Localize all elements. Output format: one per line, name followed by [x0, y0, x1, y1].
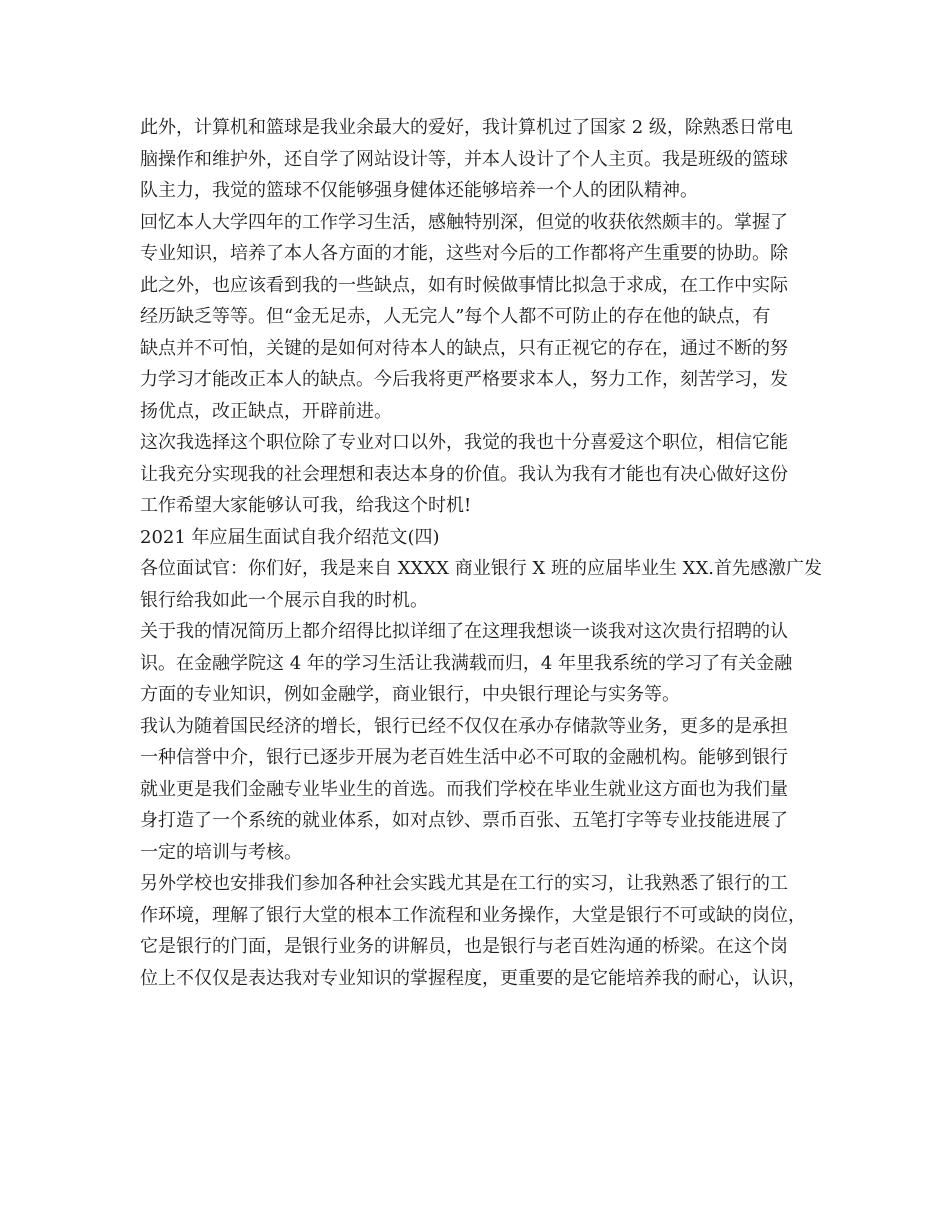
text-line: 银行给我如此一个展示自我的时机。: [140, 589, 428, 611]
text-line: 此之外，也应该看到我的一些缺点，如有时候做事情比拟急于求成，在工作中实际: [140, 274, 788, 296]
text-line: 它是银行的门面，是银行业务的讲解员，也是银行与老百姓沟通的桥梁。在这个岗: [140, 936, 788, 957]
text-line: 就业更是我们金融专业毕业生的首选。而我们学校在毕业生就业这方面也为我们量: [140, 778, 788, 800]
text-line: 脑操作和维护外，还自学了网站设计等，并本人设计了个人主页。我是班级的篮球: [140, 148, 788, 170]
text-line: 各位面试官：你们好，我是来自 XXXX 商业银行 X 班的应届毕业生 XX.首先感激广发: [140, 558, 823, 579]
text-line: 位上不仅仅是表达我对专业知识的掌握程度，更重要的是它能培养我的耐心，认识，: [140, 967, 806, 989]
text-line: 另外学校也安排我们参加各种社会实践尤其是在工行的实习，让我熟悉了银行的工: [140, 873, 788, 894]
text-line: 一种信誉中介，银行已逐步开展为老百姓生活中必不可取的金融机构。能够到银行: [140, 747, 788, 768]
text-line: 工作希望大家能够认可我，给我这个时机!: [140, 495, 472, 516]
text-line: 此外，计算机和篮球是我业余最大的爱好，我计算机过了国家 2 级，除熟悉日常电: [140, 117, 793, 138]
text-line: 经历缺乏等等。但“金无足赤，人无完人”每个人都不可防止的存在他的缺点，有: [140, 306, 771, 327]
text-line: 这次我选择这个职位除了专业对口以外，我觉的我也十分喜爱这个职位，相信它能: [140, 432, 788, 453]
text-line: 我认为随着国民经济的增长，银行已经不仅仅在承办存储款等业务，更多的是承担: [140, 715, 788, 737]
text-line: 一定的培训与考核。: [140, 841, 302, 863]
text-line: 作环境，理解了银行大堂的根本工作流程和业务操作，大堂是银行不可或缺的岗位，: [140, 904, 806, 926]
document-body: [140, 112, 830, 994]
text-line: 专业知识，培养了本人各方面的才能，这些对今后的工作都将产生重要的协助。除: [140, 243, 788, 264]
text-line: 缺点并不可怕，关键的是如何对待本人的缺点，只有正视它的存在，通过不断的努: [140, 337, 788, 359]
text-line: 关于我的情况简历上都介绍得比拟详细了在这理我想谈一谈我对这次贵行招聘的认: [140, 621, 788, 642]
text-line: 回忆本人大学四年的工作学习生活，感触特别深，但觉的收获依然颇丰的。掌握了: [140, 211, 788, 233]
text-line: 队主力，我觉的篮球不仅能够强身健体还能够培养一个人的团队精神。: [140, 180, 698, 201]
text-line: 让我充分实现我的社会理想和表达本身的价值。我认为我有才能也有决心做好这份: [140, 463, 788, 485]
text-line: 方面的专业知识，例如金融学，商业银行，中央银行理论与实务等。: [140, 684, 680, 705]
text-line: 力学习才能改正本人的缺点。今后我将更严格要求本人，努力工作，刻苦学习，发: [140, 369, 788, 390]
text-line: 身打造了一个系统的就业体系，如对点钞、票币百张、五笔打字等专业技能进展了: [140, 810, 788, 831]
text-line: 扬优点，改正缺点，开辟前进。: [140, 400, 392, 422]
text-line: 识。在金融学院这 4 年的学习生活让我满载而归，4 年里我系统的学习了有关金融: [140, 652, 793, 674]
section-heading: 2021 年应届生面试自我介绍范文(四): [140, 526, 440, 548]
